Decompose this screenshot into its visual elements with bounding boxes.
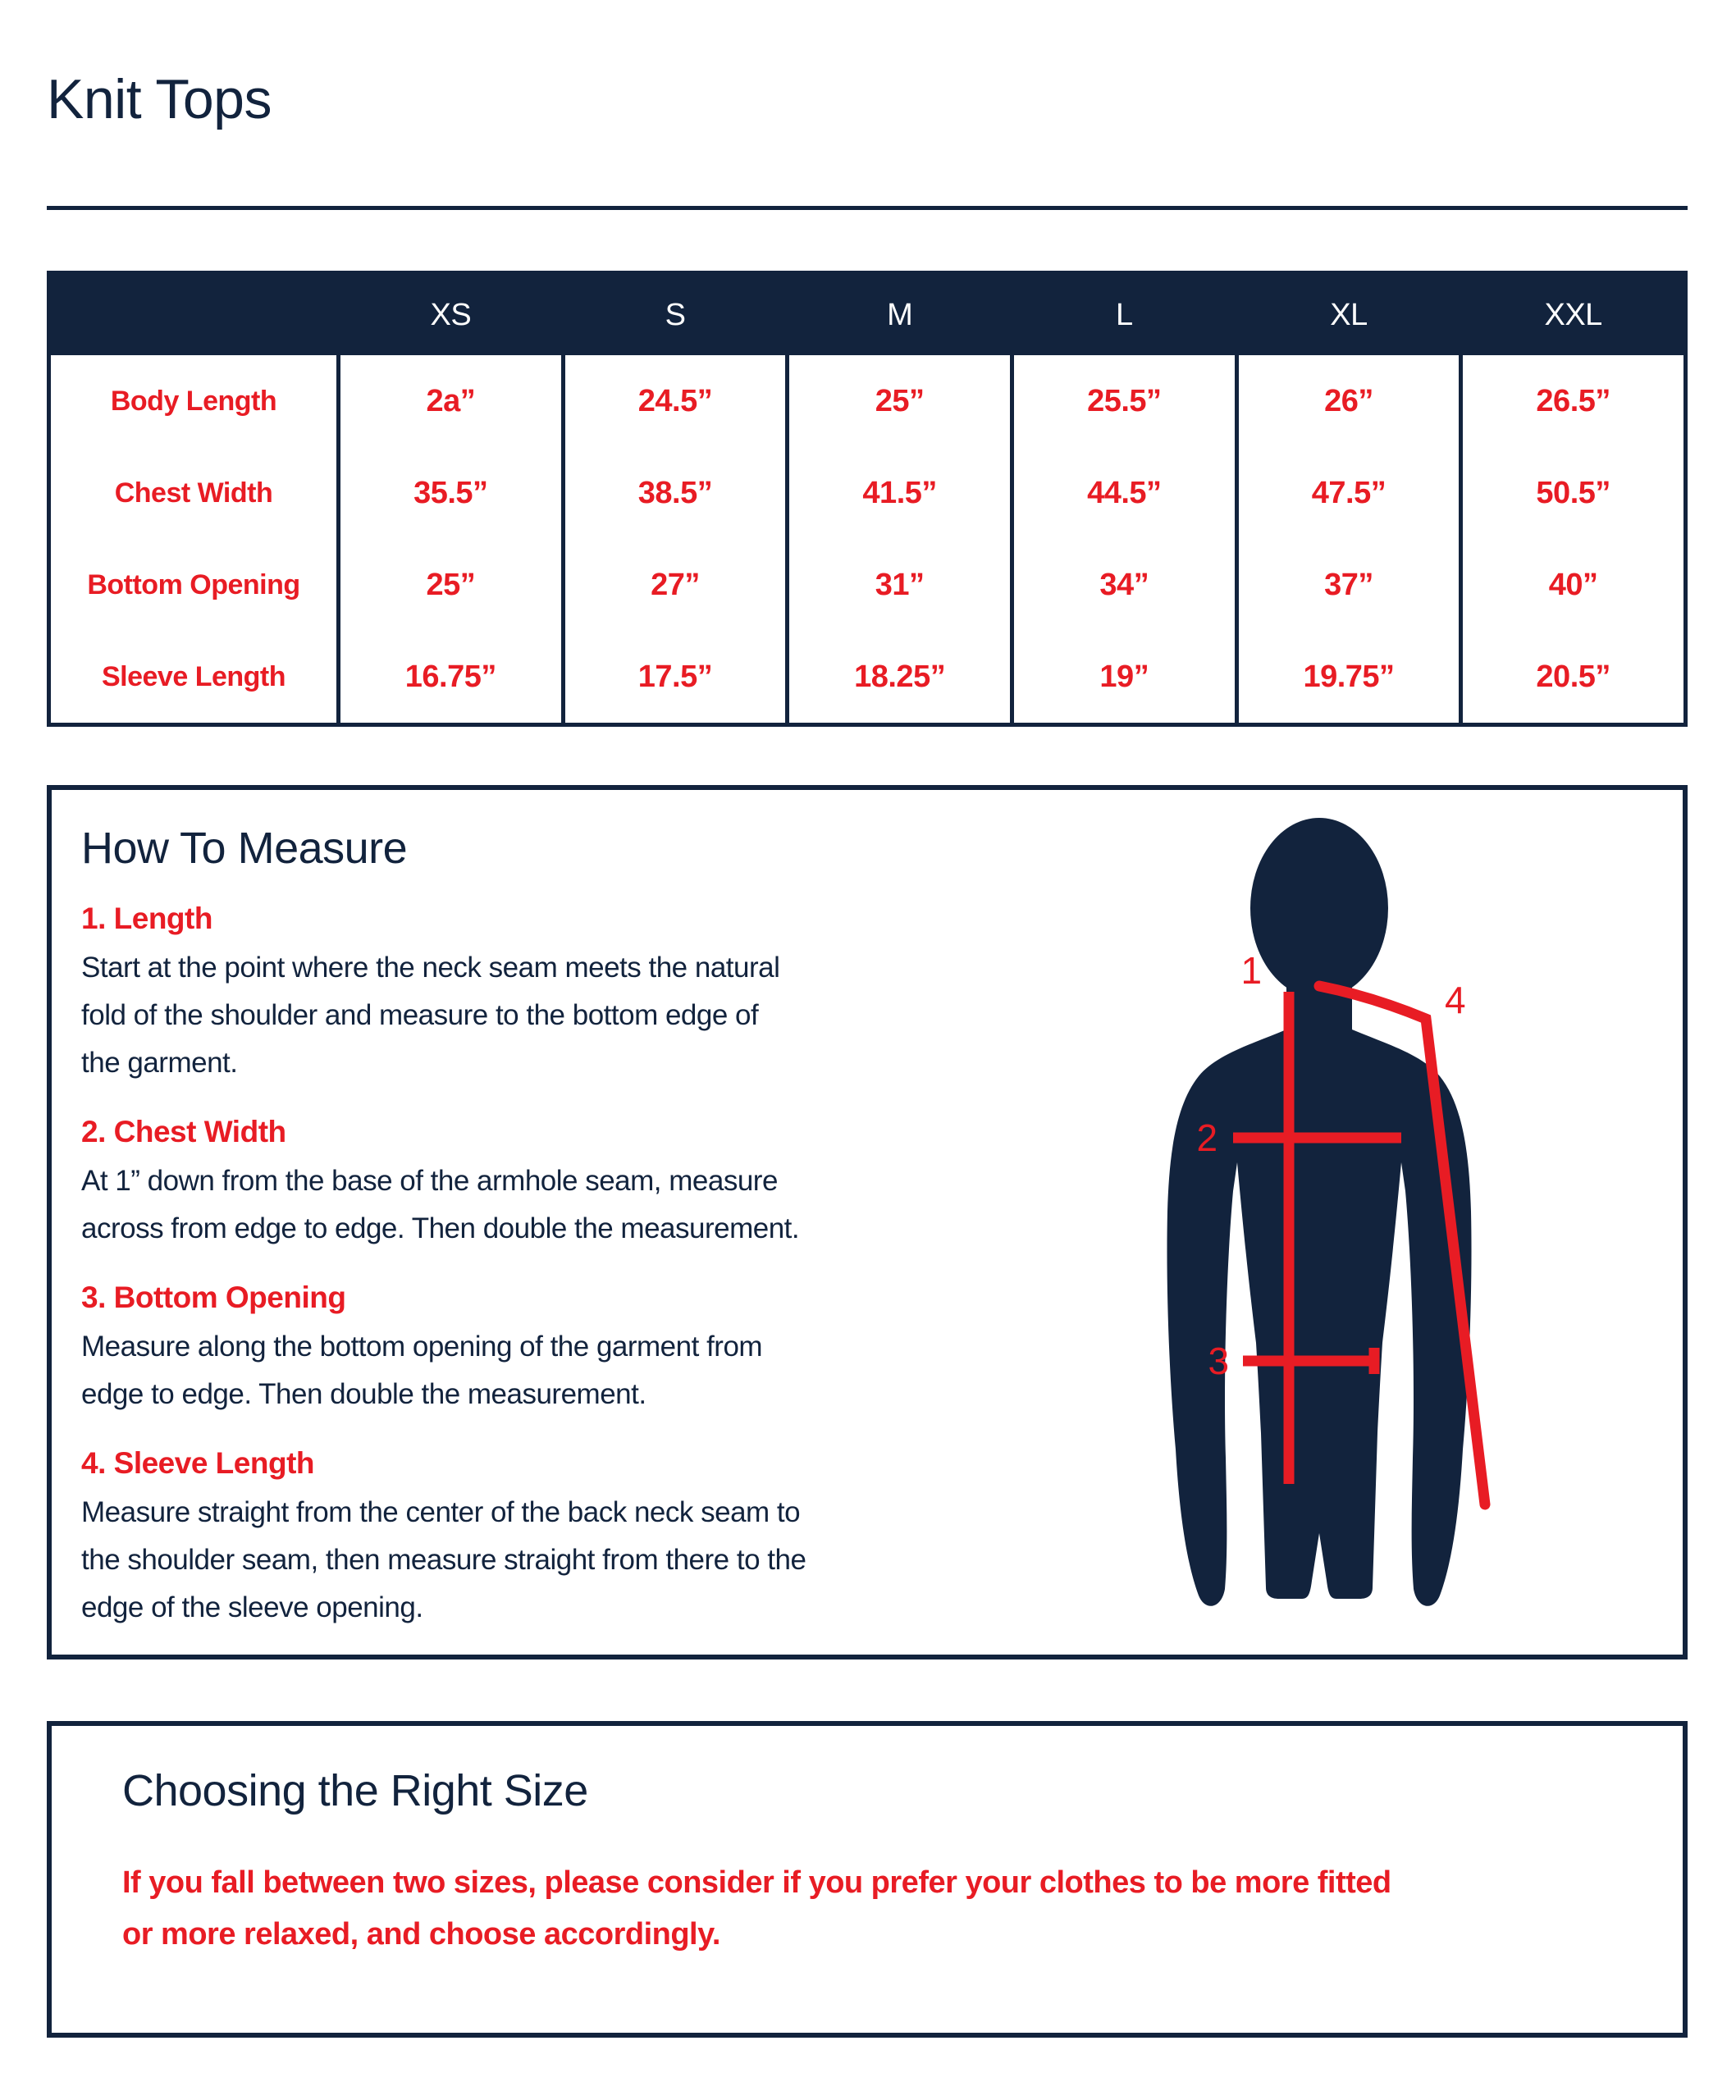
table-cell: 44.5” bbox=[1014, 447, 1235, 539]
table-cell: 35.5” bbox=[340, 447, 561, 539]
measurement-figure bbox=[1118, 810, 1668, 1646]
table-cell: 40” bbox=[1463, 539, 1683, 631]
body-line: fold of the shoulder and measure to the bottom edge of bbox=[81, 999, 759, 1031]
body-line: across from edge to edge. Then double the measurement. bbox=[81, 1212, 800, 1244]
body-line: edge of the sleeve opening. bbox=[81, 1591, 423, 1623]
table-cell: 31” bbox=[789, 539, 1010, 631]
table-cell: 19” bbox=[1014, 631, 1235, 723]
body-line: the garment. bbox=[81, 1047, 238, 1079]
how-to-measure-items bbox=[81, 902, 1115, 1632]
figure-label-2: 2 bbox=[1196, 1116, 1217, 1159]
item-title-chest-width: 2. Chest Width bbox=[81, 1115, 286, 1148]
figure-label-1: 1 bbox=[1240, 949, 1262, 992]
table-cell: 34” bbox=[1014, 539, 1235, 631]
row-label-chest-width: Chest Width bbox=[51, 447, 336, 539]
how-to-measure-box bbox=[47, 785, 1688, 1659]
column-header-s: S bbox=[565, 275, 786, 355]
item-title-bottom-opening: 3. Bottom Opening bbox=[81, 1281, 346, 1314]
body-silhouette bbox=[1167, 818, 1471, 1606]
item-body-bottom-opening bbox=[81, 1323, 1115, 1418]
item-title-sleeve-length: 4. Sleeve Length bbox=[81, 1446, 314, 1480]
column-header-m: M bbox=[789, 275, 1010, 355]
choosing-heading: Choosing the Right Size bbox=[122, 1766, 588, 1815]
table-cell: 26.5” bbox=[1463, 355, 1683, 447]
column-header-xl: XL bbox=[1239, 275, 1460, 355]
body-line: or more relaxed, and choose accordingly. bbox=[122, 1917, 720, 1952]
table-cell: 18.25” bbox=[789, 631, 1010, 723]
row-label-body-length: Body Length bbox=[51, 355, 336, 447]
body-line: Measure along the bottom opening of the garment from bbox=[81, 1331, 763, 1363]
body-line: At 1” down from the base of the armhole seam, measure bbox=[81, 1165, 778, 1197]
body-line: If you fall between two sizes, please consider if you prefer your clothes to be more fitted bbox=[122, 1865, 1391, 1900]
table-cell: 25” bbox=[340, 539, 561, 631]
row-label-bottom-opening: Bottom Opening bbox=[51, 539, 336, 631]
item-body-chest-width bbox=[81, 1157, 1115, 1253]
table-cell: 26” bbox=[1239, 355, 1460, 447]
table-cell: 38.5” bbox=[565, 447, 786, 539]
figure-label-4: 4 bbox=[1445, 979, 1466, 1021]
body-line: Measure straight from the center of the back neck seam to bbox=[81, 1496, 801, 1528]
table-cell: 24.5” bbox=[565, 355, 786, 447]
page-title: Knit Tops bbox=[47, 68, 272, 130]
table-cell: 25” bbox=[789, 355, 1010, 447]
row-label-sleeve-length: Sleeve Length bbox=[51, 631, 336, 723]
size-table bbox=[47, 271, 1688, 727]
body-line: the shoulder seam, then measure straight from there to the bbox=[81, 1544, 806, 1576]
how-to-measure-heading: How To Measure bbox=[81, 824, 408, 873]
table-cell: 17.5” bbox=[565, 631, 786, 723]
table-cell: 47.5” bbox=[1239, 447, 1460, 539]
table-cell: 2a” bbox=[340, 355, 561, 447]
table-cell: 20.5” bbox=[1463, 631, 1683, 723]
figure-label-3: 3 bbox=[1208, 1340, 1229, 1382]
column-header-xs: XS bbox=[340, 275, 561, 355]
table-cell: 41.5” bbox=[789, 447, 1010, 539]
table-cell: 16.75” bbox=[340, 631, 561, 723]
body-line: edge to edge. Then double the measurement. bbox=[81, 1378, 646, 1410]
title-divider bbox=[47, 206, 1688, 210]
choosing-body bbox=[122, 1857, 1683, 1961]
table-cell: 19.75” bbox=[1239, 631, 1460, 723]
column-header-l: L bbox=[1014, 275, 1235, 355]
table-cell: 50.5” bbox=[1463, 447, 1683, 539]
table-cell: 27” bbox=[565, 539, 786, 631]
item-body-sleeve-length bbox=[81, 1489, 1115, 1632]
table-cell: 37” bbox=[1239, 539, 1460, 631]
body-line: Start at the point where the neck seam meets the natural bbox=[81, 952, 780, 984]
column-header-xxl: XXL bbox=[1463, 275, 1683, 355]
item-title-length: 1. Length bbox=[81, 902, 212, 935]
item-body-length bbox=[81, 944, 1115, 1087]
table-corner-cell bbox=[51, 275, 336, 355]
choosing-right-size-box bbox=[47, 1721, 1688, 2038]
table-cell: 25.5” bbox=[1014, 355, 1235, 447]
